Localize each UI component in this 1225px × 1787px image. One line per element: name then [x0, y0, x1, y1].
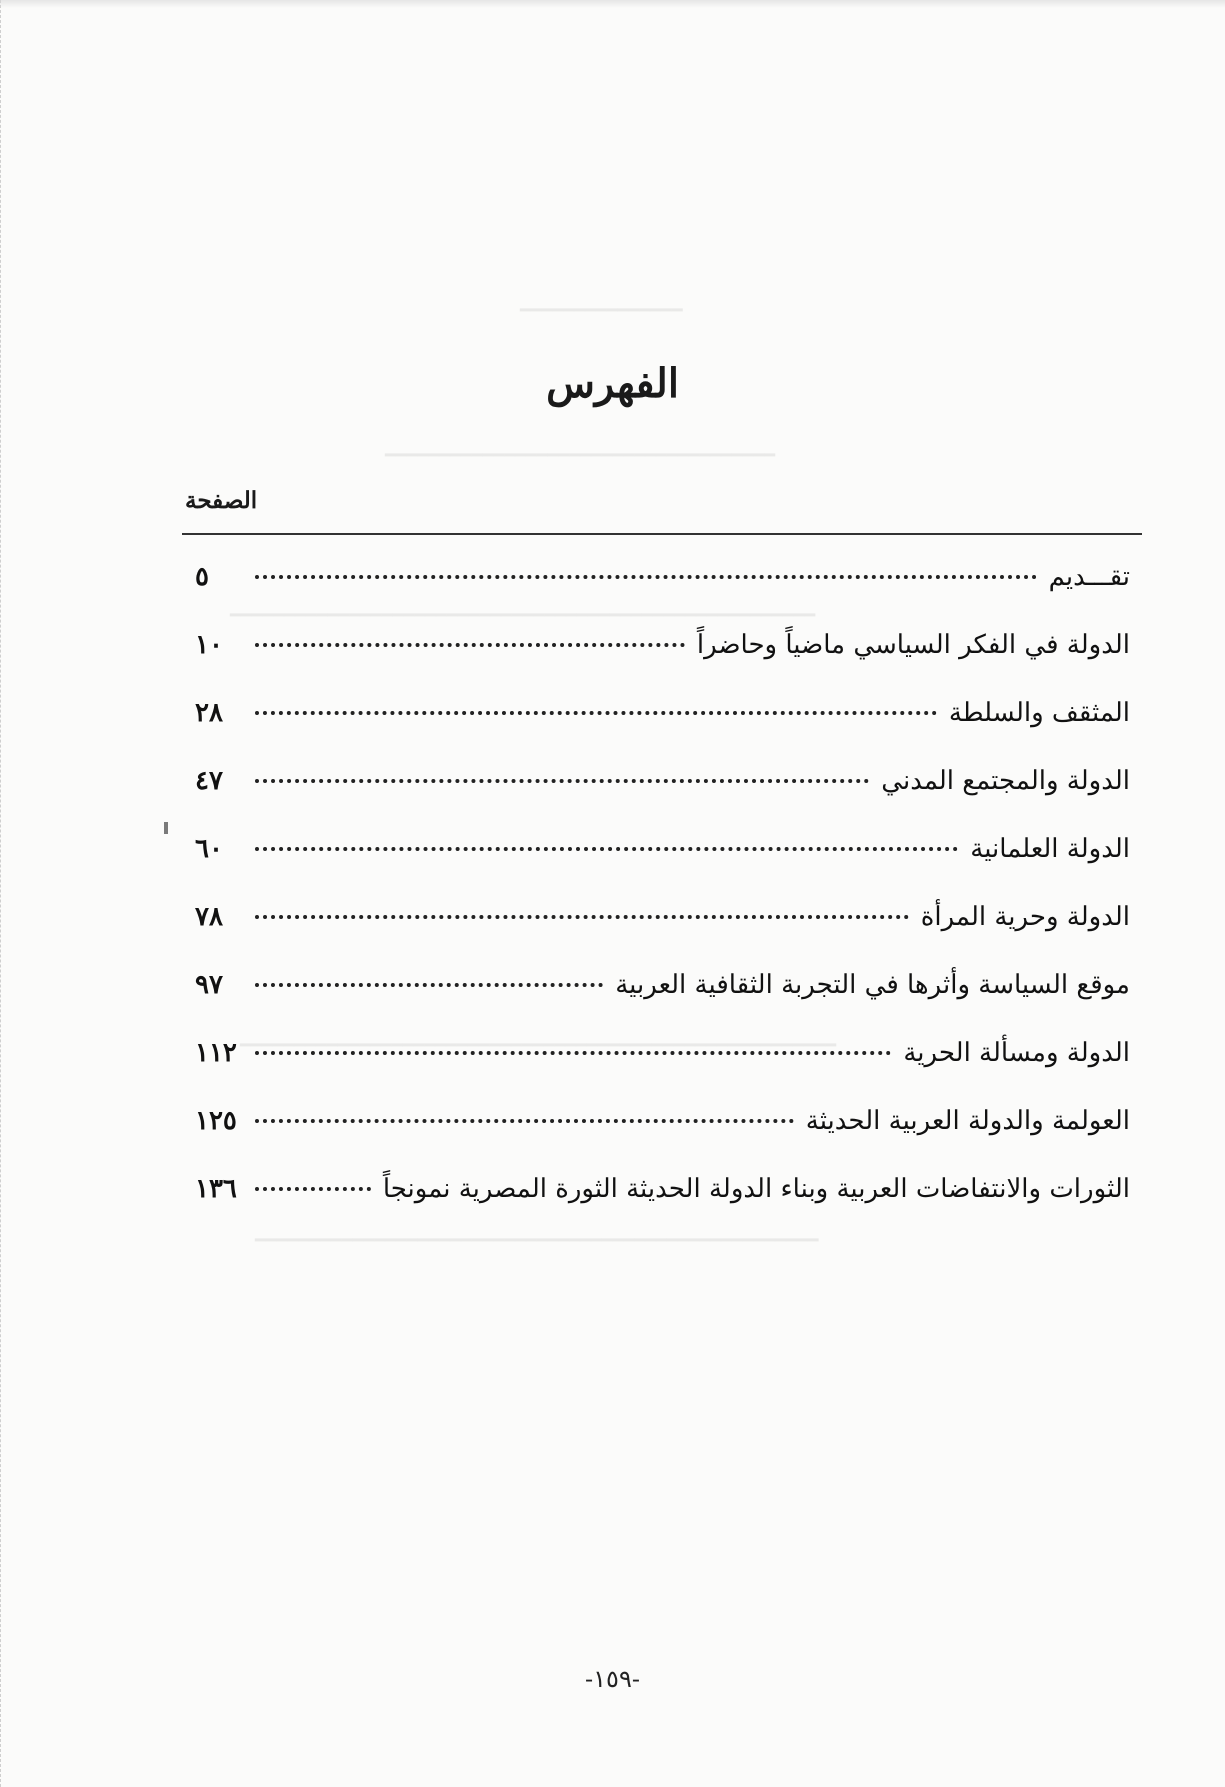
dot-leader [255, 1051, 891, 1055]
toc-entry[interactable] [195, 970, 1130, 1038]
page-column-label: الصفحة [185, 487, 258, 514]
scan-mark [164, 822, 168, 834]
toc-entry-title: موقع السياسة وأثرها في التجربة الثقافية العربية [615, 970, 1130, 1000]
show-through-text: ━━━━━━━━━━━━━━━━━━━━━━━━━━━━━━━━━━━━━━━━━━━━━━━━━━━━━━ [230, 605, 816, 626]
dot-leader [255, 643, 685, 647]
toc-entry[interactable] [195, 1106, 1130, 1174]
toc-entry-title: العولمة والدولة العربية الحديثة [805, 1106, 1130, 1136]
dot-leader [255, 711, 937, 715]
toc-entry[interactable] [195, 766, 1130, 834]
toc-entry-title: الدولة ومسألة الحرية [903, 1038, 1130, 1068]
toc-entry-page: ٦٠ [195, 834, 223, 864]
toc-entry[interactable] [195, 834, 1130, 902]
toc-entry-title: تقـــديم [1048, 562, 1130, 592]
toc-entry-page: ١١٢ [195, 1038, 237, 1068]
toc-list [195, 562, 1130, 1242]
toc-entry[interactable] [195, 630, 1130, 698]
dot-leader [255, 1119, 794, 1123]
toc-entry[interactable] [195, 902, 1130, 970]
show-through-text: ━━━━━━━━━━━━━━━━━━━━━━━━━━━━━━━━━━━━ [385, 445, 776, 466]
dot-leader [255, 1187, 371, 1191]
toc-entry-page: ٢٨ [195, 698, 223, 728]
page-shadow [0, 0, 1225, 8]
dot-leader [255, 575, 1037, 579]
toc-entry-title: الثورات والانتفاضات العربية وبناء الدولة الحديثة الثورة المصرية نمونجاً [382, 1174, 1130, 1204]
toc-entry-title: المثقف والسلطة [948, 698, 1130, 728]
toc-entry-page: ٤٧ [195, 766, 223, 796]
toc-entry-title: الدولة العلمانية [970, 834, 1130, 864]
toc-entry-page: ١٠ [195, 630, 223, 660]
toc-entry-title: الدولة والمجتمع المدني [881, 766, 1130, 796]
toc-entry-page: ١٣٦ [195, 1174, 237, 1204]
show-through-text: ━━━━━━━━━━━━━━━━━━━━━━━━━━━━━━━━━━━━━━━━━━━━━━━━━━━━━━━ [240, 1035, 837, 1056]
show-through-text: ━━━━━━━━━━━━━━━━━━━━━━━━━━━━━━━━━━━━━━━━━━━━━━━━━━━━ [255, 1230, 819, 1251]
toc-entry[interactable] [195, 1038, 1130, 1106]
show-through-text: ━━━━━━━━━━━━━━━ [520, 300, 683, 321]
dot-leader [255, 779, 869, 783]
toc-entry[interactable] [195, 1174, 1130, 1242]
page-edge [0, 0, 3, 1787]
toc-entry[interactable] [195, 562, 1130, 630]
dot-leader [255, 983, 603, 987]
dot-leader [255, 847, 958, 851]
header-rule [182, 533, 1142, 535]
toc-entry[interactable] [195, 698, 1130, 766]
toc-entry-title: الدولة في الفكر السياسي ماضياً وحاضراً [696, 630, 1130, 660]
toc-entry-title: الدولة وحرية المرأة [920, 902, 1130, 932]
toc-entry-page: ٩٧ [195, 970, 223, 1000]
toc-entry-page: ١٢٥ [195, 1106, 237, 1136]
toc-title: الفهرس [546, 360, 679, 407]
dot-leader [255, 915, 909, 919]
toc-entry-page: ٥ [195, 562, 209, 592]
page-number: -١٥٩- [585, 1665, 640, 1693]
toc-entry-page: ٧٨ [195, 902, 223, 932]
